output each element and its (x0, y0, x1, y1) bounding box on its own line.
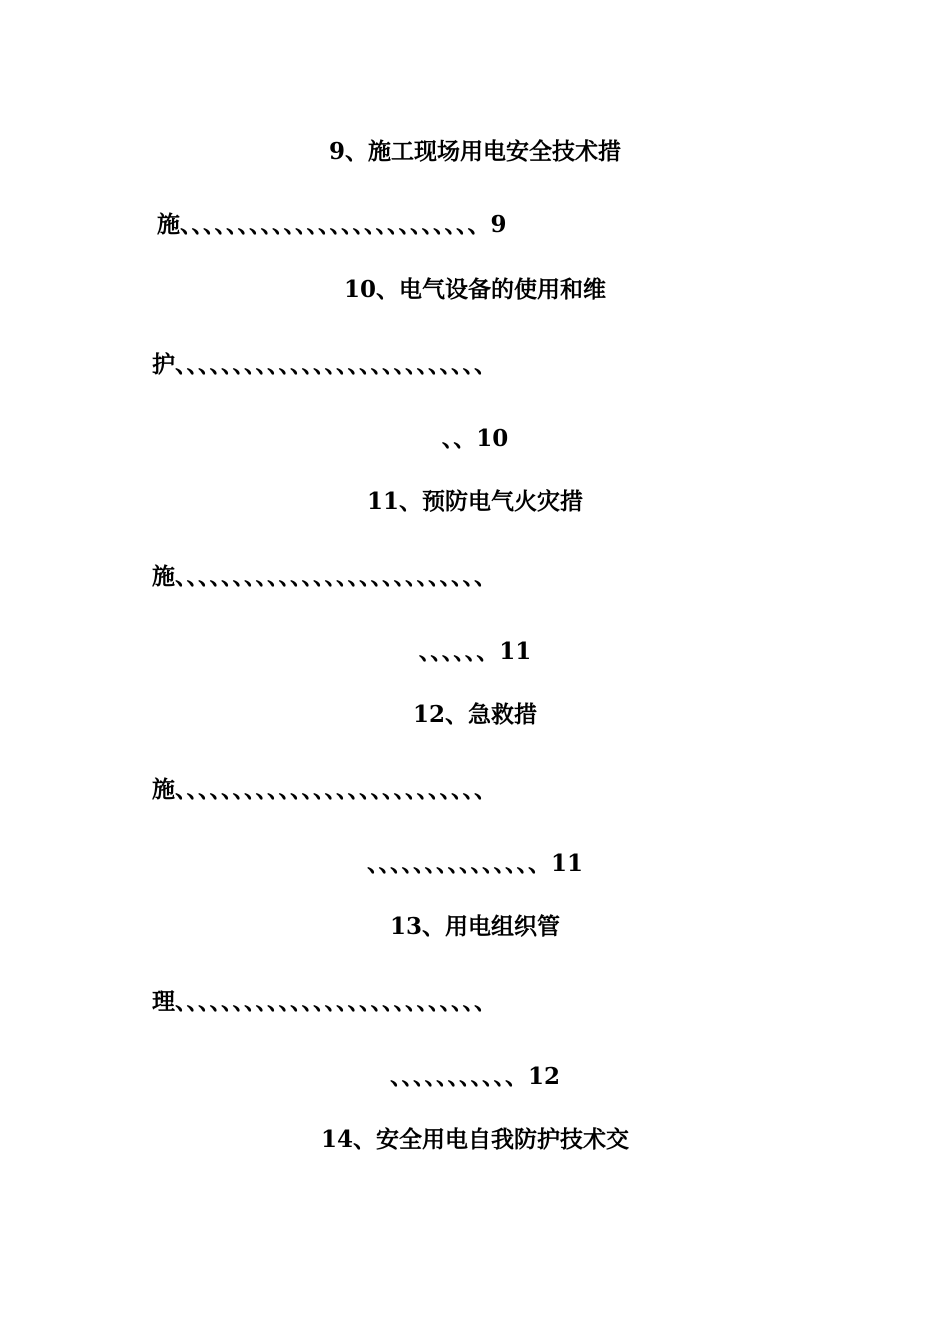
toc-entry-13-title: 13、用电组织管 (389, 913, 560, 940)
toc-entry-13-continuation: 理、、、、、、、、、、、、、、、、、、、、、、、、、、、 (152, 988, 497, 1015)
toc-entry-12-page: 、、、、、、、、、、、、、、、11 (366, 850, 583, 877)
toc-entry-11-continuation: 施、、、、、、、、、、、、、、、、、、、、、、、、、、、 (152, 563, 497, 590)
toc-entry-9-title: 9、施工现场用电安全技术措 (328, 138, 621, 165)
toc-entry-13-page: 、、、、、、、、、、、12 (389, 1063, 560, 1090)
toc-entry-10-page: 、、10 (441, 425, 509, 452)
toc-entry-9-continuation: 施、、、、、、、、、、、、、、、、、、、、、、、、、、9 (157, 211, 507, 238)
toc-entry-10-title: 10、电气设备的使用和维 (343, 276, 606, 303)
toc-entry-12-continuation: 施、、、、、、、、、、、、、、、、、、、、、、、、、、、 (152, 776, 497, 803)
toc-entry-11-page: 、、、、、、11 (418, 638, 532, 665)
toc-entry-14-title: 14、安全用电自我防护技术交 (320, 1126, 629, 1153)
toc-entry-11-title: 11、预防电气火灾措 (366, 488, 583, 515)
toc-entry-10-continuation: 护、、、、、、、、、、、、、、、、、、、、、、、、、、、 (152, 351, 497, 378)
toc-entry-12-title: 12、急救措 (412, 701, 537, 728)
